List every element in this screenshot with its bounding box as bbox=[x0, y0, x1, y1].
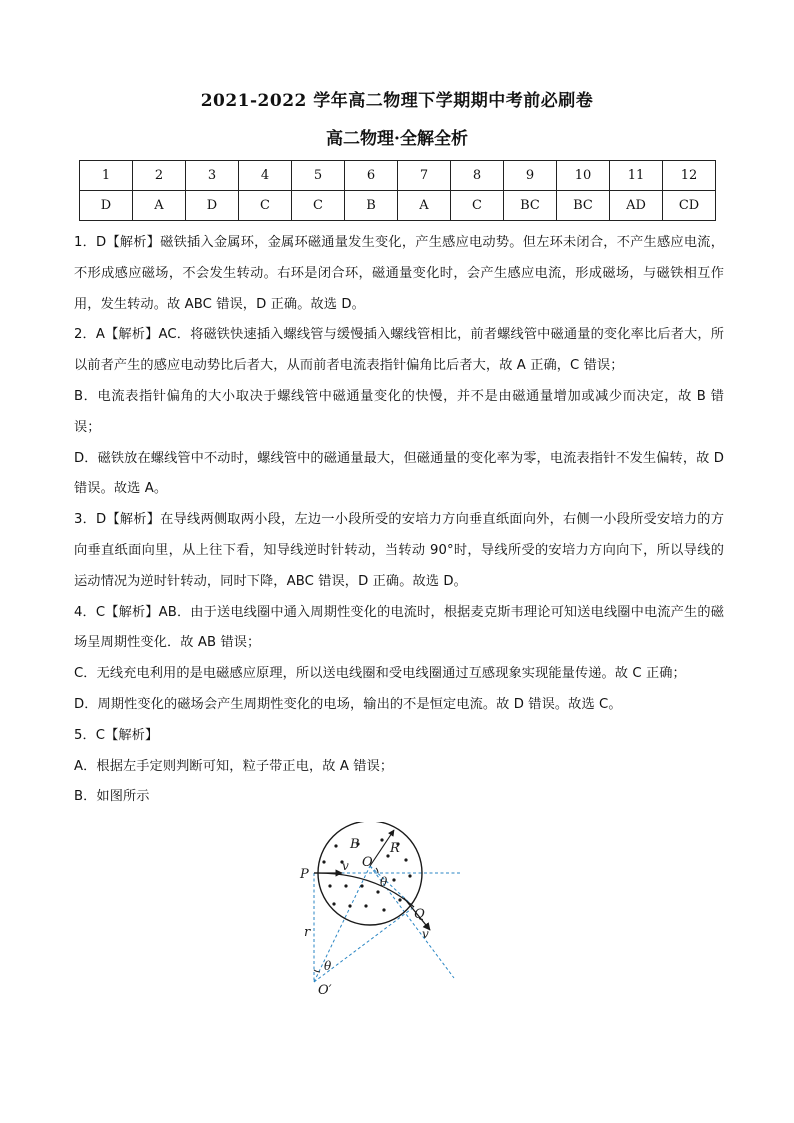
field-dot bbox=[334, 844, 337, 847]
answer-cell: CD bbox=[663, 191, 716, 221]
answer-cell: AD bbox=[610, 191, 663, 221]
answer-cell: C bbox=[451, 191, 504, 221]
field-dot bbox=[380, 838, 383, 841]
trajectory-arc bbox=[314, 873, 414, 907]
label-o-prime: O′ bbox=[318, 983, 332, 998]
explanation-paragraph: 5．C【解析】 bbox=[74, 727, 159, 743]
answer-cell: BC bbox=[504, 191, 557, 221]
field-dot bbox=[348, 904, 351, 907]
answer-cell: D bbox=[80, 191, 133, 221]
field-dot bbox=[376, 890, 379, 893]
explanation-paragraph: D．磁铁放在螺线管中不动时，螺线管中的磁通量最大，但磁通量的变化率为零，电流表指针不发生偏转，故 D 错误。故选 A。 bbox=[74, 450, 724, 497]
document-title: 2021-2022 学年高二物理下学期期中考前必刷卷 bbox=[200, 91, 594, 111]
answer-cell: C bbox=[292, 191, 345, 221]
field-dot bbox=[322, 860, 325, 863]
answer-cell: B bbox=[345, 191, 398, 221]
label-theta-bottom: θ bbox=[324, 959, 332, 973]
field-dot bbox=[328, 884, 331, 887]
label-v-inside: v bbox=[342, 859, 349, 873]
field-dot bbox=[408, 874, 411, 877]
label-r-small: r bbox=[304, 925, 311, 940]
question-number-cell: 12 bbox=[663, 161, 716, 191]
explanation-paragraph: C．无线充电利用的是电磁感应原理，所以送电线圈和受电线圈通过互感现象实现能量传递。故 C 正确； bbox=[74, 666, 686, 682]
question-number-cell: 4 bbox=[239, 161, 292, 191]
question-number-cell: 3 bbox=[186, 161, 239, 191]
answer-table bbox=[79, 160, 716, 221]
explanation-paragraph: 4．C【解析】AB．由于送电线圈中通入周期性变化的电流时，根据麦克斯韦理论可知送电线圈中电流产生的磁场呈周期性变化．故 AB 错误； bbox=[74, 604, 724, 651]
question-number-cell: 7 bbox=[398, 161, 451, 191]
field-dot bbox=[332, 902, 335, 905]
label-b: B bbox=[350, 837, 360, 852]
question-number-cell: 1 bbox=[80, 161, 133, 191]
question-number-cell: 9 bbox=[504, 161, 557, 191]
explanation-paragraph: 2．A【解析】AC．将磁铁快速插入螺线管与缓慢插入螺线管相比，前者螺线管中磁通量的变化率比后者大，所以前者产生的感应电动势比后者大，从而前者电流表指针偏角比后者大，故 A 正确，C 错误； bbox=[74, 327, 724, 374]
field-dot bbox=[398, 898, 401, 901]
question-number-cell: 8 bbox=[451, 161, 504, 191]
magnetic-field-diagram bbox=[294, 822, 474, 998]
label-v-out: v bbox=[422, 927, 429, 941]
explanation-paragraph: D．周期性变化的磁场会产生周期性变化的电场，输出的不是恒定电流。故 D 错误。故选 C。 bbox=[74, 696, 622, 712]
question-number-cell: 11 bbox=[610, 161, 663, 191]
document-subtitle: 高二物理·全解全析 bbox=[326, 129, 468, 149]
field-dot bbox=[344, 884, 347, 887]
answer-cell: BC bbox=[557, 191, 610, 221]
answer-cell: A bbox=[133, 191, 186, 221]
label-theta-top: θ bbox=[380, 875, 388, 889]
label-r-big: R bbox=[390, 841, 400, 856]
angle-arc-top bbox=[376, 868, 378, 873]
field-dot bbox=[364, 904, 367, 907]
question-number-row bbox=[80, 161, 716, 191]
explanation-paragraph: 3．D【解析】在导线两侧取两小段，左边一小段所受的安培力方向垂直纸面向外，右侧一小段所受安培力的方向垂直纸面向里，从上往下看，知导线逆时针转动，当转动 90°时，导线所受的安培力方向向下，所以导线的运动情况为逆时针转动，同时下降，ABC 错误，D 正确。故选 D。 bbox=[74, 512, 724, 589]
field-dot bbox=[404, 858, 407, 861]
label-o: O bbox=[362, 855, 373, 870]
field-dot bbox=[360, 884, 363, 887]
explanation-paragraph: A．根据左手定则判断可知，粒子带正电，故 A 错误； bbox=[74, 758, 394, 774]
label-p: P bbox=[300, 867, 309, 882]
answer-cell: A bbox=[398, 191, 451, 221]
field-dot bbox=[382, 908, 385, 911]
explanation-paragraph: 1．D【解析】磁铁插入金属环，金属环磁通量发生变化，产生感应电动势。但左环未闭合，不产生感应电流，不形成感应磁场，不会发生转动。右环是闭合环，磁通量变化时，会产生感应电流，形成磁场，与磁铁相互作用，发生转动。故 ABC 错误，D 正确。故选 D。 bbox=[74, 235, 724, 312]
explanations bbox=[74, 228, 724, 813]
explanation-paragraph: B．如图所示 bbox=[74, 789, 150, 805]
answer-row bbox=[80, 191, 716, 221]
answer-cell: C bbox=[239, 191, 292, 221]
field-dot bbox=[392, 878, 395, 881]
explanation-paragraph: B．电流表指针偏角的大小取决于螺线管中磁通量变化的快慢，并不是由磁通量增加或减少而决定，故 B 错误； bbox=[74, 388, 724, 435]
label-q: Q bbox=[414, 907, 425, 922]
question-number-cell: 6 bbox=[345, 161, 398, 191]
answer-cell: D bbox=[186, 191, 239, 221]
question-number-cell: 2 bbox=[133, 161, 186, 191]
question-number-cell: 10 bbox=[557, 161, 610, 191]
question-number-cell: 5 bbox=[292, 161, 345, 191]
